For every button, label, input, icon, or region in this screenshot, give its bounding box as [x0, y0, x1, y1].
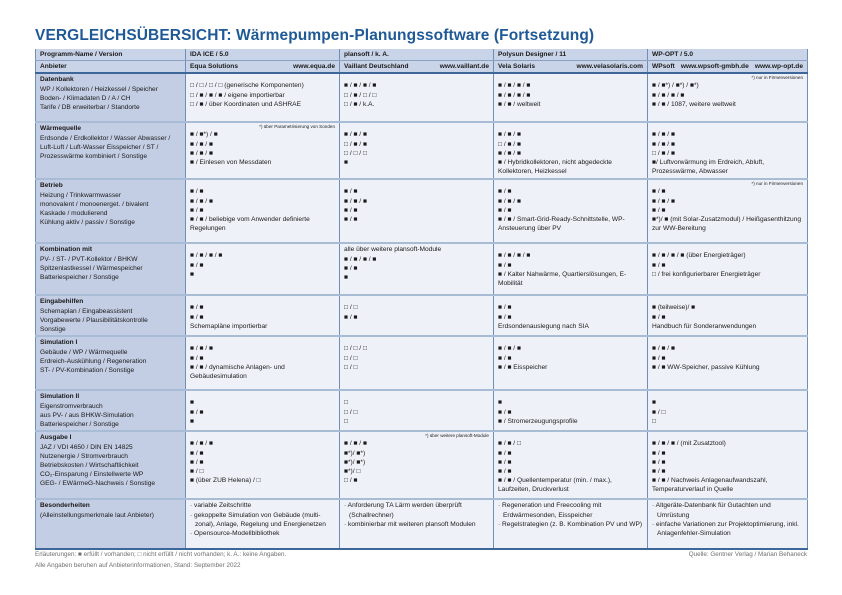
value-line: ■ / ■ [498, 206, 512, 214]
value-line: ■ / ■ / ■ / ■ [498, 82, 531, 90]
legend-note: Erläuterungen: ■ erfüllt / vorhanden; □ nicht erfüllt / nicht vorhanden; k. A.: keine Angaben. [35, 551, 287, 558]
criterion-label: Heizung / Trinkwarmwasser [40, 191, 121, 199]
feature-item: · variable Zeitschritte [190, 501, 335, 510]
value-line: ■ [652, 399, 656, 407]
value-line: ■ / ■ [190, 354, 204, 362]
value-line: ■ / □ [190, 468, 204, 476]
criterion-label: (Alleinstellungsmerkmale laut Anbieter) [40, 511, 154, 519]
value-line: ■ [344, 159, 348, 167]
value-line: ■ / ■ [498, 261, 512, 269]
value-line: □ / ■ / □ / □ [344, 91, 377, 99]
value-cell [186, 122, 340, 179]
value-line: □ [344, 399, 348, 407]
section-heading: Ausgabe I [40, 434, 72, 442]
value-line: ■ / ■ [344, 264, 358, 272]
section-row [36, 295, 808, 336]
value-line: □ / □ / □ [344, 149, 367, 157]
value-line: ■ / ■ [190, 188, 204, 196]
value-line: □ / □ [344, 354, 358, 362]
value-line: ■ [190, 399, 194, 407]
vendor-name: Vaillant Deutschland [344, 63, 409, 71]
program-name: plansoft / k. A. [340, 49, 494, 61]
value-line: Handbuch für Sonderanwendungen [652, 322, 757, 330]
section-row [36, 336, 808, 390]
criterion-label: Erdreich-Auskühlung / Regeneration [40, 357, 147, 365]
criterion-label: GEG- / EWärmeG-Nachweis / Sonstige [40, 480, 156, 488]
value-cell [186, 390, 340, 431]
value-line: ■ [190, 270, 194, 278]
value-line: ■ / ■ Eisspeicher [498, 363, 548, 371]
value-line: ■ / ■ / ■ [344, 197, 367, 205]
section-label-cell [36, 73, 186, 122]
value-line: ■ / ■ / ■ [652, 197, 675, 205]
criterion-label: aus PV- / aus BHKW-Simulation [40, 411, 134, 419]
value-line: ■ / ■*) / ■ [190, 131, 218, 139]
value-cell [648, 179, 808, 243]
section-label-cell [36, 243, 186, 295]
value-line: ■ / ■ / ■ [344, 440, 367, 448]
value-line: ■ / ■ [652, 313, 666, 321]
section-heading: Eingabehilfen [40, 298, 84, 306]
section-row [36, 73, 808, 122]
value-line: ■ / ■ / ■ / ■ [498, 252, 531, 260]
section-label-cell [36, 122, 186, 179]
criterion-label: Luft-Luft / Luft-Wasser Eisspeicher / ST / [40, 143, 159, 151]
criterion-label: Kaskade / modulierend [40, 210, 108, 218]
footnote: *) nur in Firmenversionen [751, 75, 803, 81]
value-cell [340, 336, 494, 390]
value-line: ■ / Stromerzeugungsprofile [498, 417, 578, 425]
vendor-url[interactable]: www.wpsoft-gmbh.de [680, 63, 749, 71]
criterion-label: Betriebskosten / Wirtschaftlichkeit [40, 462, 139, 470]
value-line: ■ / ■ / □ [498, 440, 521, 448]
value-line: ■ / ■ [652, 261, 666, 269]
value-line: ■ [190, 417, 194, 425]
value-line: ■ / □ [652, 408, 666, 416]
section-row [36, 179, 808, 243]
vendor-row [36, 61, 808, 74]
section-row [36, 431, 808, 499]
footnote: *) über Parametrisierung von Sonden [259, 124, 335, 130]
value-line: ■ / ■ [498, 449, 512, 457]
value-cell [340, 243, 494, 295]
value-line: □ / frei konfigurierbarer Energieträger [652, 270, 761, 278]
value-line: ■ / ■ [498, 468, 512, 476]
value-line: ■ / ■ / ■ [652, 131, 675, 139]
section-label-cell [36, 295, 186, 336]
value-line: ■ / ■ / Quellentemperatur (min. / max.), Laufzeiten, Druckverlust [498, 477, 612, 494]
section-label-cell [36, 499, 186, 549]
value-cell [494, 499, 648, 549]
section-heading: Datenbank [40, 76, 74, 84]
criterion-label: Erdsonde / Erdkollektor / Wasser Abwasser / [40, 134, 171, 142]
value-line: ■ / ■ [190, 313, 204, 321]
criterion-label: Gebäude / WP / Wärmequelle [40, 348, 128, 356]
value-line: □ [344, 417, 348, 425]
value-cell [494, 122, 648, 179]
criterion-label: ST- / PV-Kombination / Sonstige [40, 367, 135, 375]
section-heading: Simulation I [40, 339, 78, 347]
value-line: ■ / ■ [498, 354, 512, 362]
vendor-name: Vela Solaris [498, 63, 536, 71]
value-line: ■ / ■ [652, 354, 666, 362]
value-line: □ [652, 417, 656, 425]
vendor-url[interactable]: www.velasolaris.com [576, 63, 643, 71]
value-line: ■ / ■ / weltweit [498, 100, 541, 108]
value-line: ■ / ■ / ■ [190, 149, 213, 157]
value-cell [186, 336, 340, 390]
value-cell [648, 336, 808, 390]
value-cell [340, 499, 494, 549]
value-line: ■ / ■ [652, 458, 666, 466]
value-cell [494, 336, 648, 390]
value-line: ■ / ■ [498, 188, 512, 196]
vendor-cell [494, 61, 648, 74]
value-cell [648, 73, 808, 122]
value-line: ■ / ■ / dynamische Anlagen- und Gebäudesimulation [190, 363, 285, 381]
value-line: ■ (über ZUB Helena) / □ [190, 477, 261, 485]
value-line: □ / □ [344, 304, 358, 312]
section-heading: Betrieb [40, 182, 63, 190]
value-line: ■ / ■ / ■ [190, 140, 213, 148]
section-label-cell [36, 390, 186, 431]
value-line: ■ / Hybridkollektoren, nicht abgedeckte Kollektoren, Heizkessel [498, 159, 612, 176]
value-line: ■ / Einlesen von Messdaten [190, 159, 272, 167]
vendor-name: Equa Solutions [190, 63, 238, 71]
value-line: ■ / ■ [190, 458, 204, 466]
vendor-label: Anbieter [36, 61, 186, 74]
value-line [344, 322, 489, 331]
section-label-cell [36, 179, 186, 243]
value-cell [340, 431, 494, 499]
section-heading: Wärmequelle [40, 125, 82, 133]
section-label-cell [36, 336, 186, 390]
value-line: ■*)/ ■*) [344, 458, 366, 466]
value-cell [648, 390, 808, 431]
feature-item: · Opensource-Modellbibliothek [190, 529, 335, 538]
criterion-label: Boden- / Klimadaten D / A / CH [40, 94, 131, 102]
program-name: Polysun Designer / 11 [494, 49, 648, 61]
value-cell [648, 499, 808, 549]
value-line: ■ [498, 399, 502, 407]
value-cell [494, 295, 648, 336]
value-line: ■ / ■ / Smart-Grid-Ready-Schnittstelle, WP-Ansteuerung über PV [498, 216, 625, 233]
vendor-cell [186, 61, 340, 74]
value-line: ■*)/ □ [344, 468, 361, 476]
value-line: □ / □ [344, 408, 358, 416]
footnote: alle über weitere plansoft-Module [344, 246, 442, 254]
value-line: Schemapläne importierbar [190, 322, 268, 330]
criterion-label: JAZ / VDI 4650 / DIN EN 14825 [40, 443, 133, 451]
value-line: □ / ■ / ■ / ■ / eigene importierbar [190, 91, 285, 99]
feature-item: · kombinierbar mit weiteren plansoft Modulen [344, 520, 489, 529]
value-cell [494, 73, 648, 122]
value-line: □ / ■ / k.A. [344, 100, 375, 108]
value-line: ■ / ■ / ■ [652, 345, 675, 353]
value-cell [340, 295, 494, 336]
value-line: ■ [344, 274, 348, 282]
program-name: WP-OPT / 5.0 [648, 49, 808, 61]
vendor-url[interactable]: www.vaillant.de [439, 63, 489, 71]
criterion-label: WP / Kollektoren / Heizkessel / Speicher [40, 85, 158, 93]
value-cell [340, 73, 494, 122]
criterion-label: Kühlung aktiv / passiv / Sonstige [40, 219, 135, 227]
criterion-label: Vorgabewerte / Plausibilitätskontrolle [40, 316, 148, 324]
page-title: VERGLEICHSÜBERSICHT: Wärmepumpen-Planungssoftware (Fortsetzung) [35, 27, 595, 44]
value-cell [186, 73, 340, 122]
value-line: ■ / ■ / ■ / (mit Zusatztool) [652, 440, 726, 448]
value-line: ■ / ■ [190, 206, 204, 214]
vendor-cell [648, 61, 808, 74]
vendor-cell [340, 61, 494, 74]
value-line: ■ / ■ / ■ [344, 131, 367, 139]
value-line: ■ / ■ / ■ [190, 197, 213, 205]
comparison-table [35, 49, 808, 550]
value-cell [186, 431, 340, 499]
feature-item: · Altgeräte-Datenbank für Gutachten und Umrüstung [652, 501, 803, 519]
feature-item: · Regelstrategien (z. B. Kombination PV und WP) [498, 520, 643, 529]
value-line: ■ / ■ [190, 304, 204, 312]
value-line: ■ / Kalter Nahwärme, Quartierslösungen, E-Mobilität [498, 270, 627, 288]
value-line: ■ / ■ / ■ [498, 149, 521, 157]
criterion-label: Batteriespeicher / Sonstige [40, 421, 119, 429]
value-line: ■ / ■ / ■ / ■ [190, 252, 223, 260]
value-cell [186, 243, 340, 295]
value-cell [648, 295, 808, 336]
value-line: ■ / ■ / ■ / ■ [652, 91, 685, 99]
section-heading: Simulation II [40, 393, 80, 401]
value-line: ■ / ■ [652, 188, 666, 196]
value-line: ■ / ■ [498, 313, 512, 321]
value-line: □ / ■ / ■ [498, 140, 521, 148]
criterion-label: CO₂-Einsparung / Einstellwerte WP [40, 471, 144, 479]
value-line: □ / ■ / ■ [344, 140, 367, 148]
vendor-name: WPsoft [652, 63, 675, 71]
value-line: ■ / ■ [498, 304, 512, 312]
value-line: ■ / ■ / ■ / ■ [498, 91, 531, 99]
value-cell [340, 122, 494, 179]
value-line: ■ / ■ / ■ [498, 131, 521, 139]
value-line: ■ / ■ / ■ [498, 197, 521, 205]
value-line: ■ / ■ / ■ / ■ [344, 255, 377, 263]
vendor-url[interactable]: www.wp-opt.de [754, 63, 803, 71]
value-cell [186, 179, 340, 243]
value-line: ■ / ■ [652, 468, 666, 476]
value-cell [186, 499, 340, 549]
footnote: *) nur in Firmenversionen [751, 181, 803, 187]
criterion-label: Tarife / DB erweiterbar / Standorte [40, 104, 140, 112]
value-cell [494, 243, 648, 295]
value-line: ■/ Luftvorwärmung im Erdreich, Abluft, Prozesswärme, Abwasser [652, 159, 765, 176]
section-row [36, 122, 808, 179]
value-line: ■ / ■ [344, 216, 358, 224]
value-line: ■ / ■ / ■ [190, 345, 213, 353]
criterion-label: Batteriespeicher / Sonstige [40, 274, 119, 282]
value-line: □ / ■ [344, 477, 358, 485]
criterion-label: Spitzenlastkessel / Wärmespeicher [40, 264, 143, 272]
value-line: ■ / ■ [498, 458, 512, 466]
value-line: ■ / ■*) / ■*) / ■*) [652, 82, 699, 90]
section-label-cell [36, 431, 186, 499]
value-line: ■ / ■ / ■ [498, 345, 521, 353]
value-line: ■ / ■ [652, 206, 666, 214]
value-cell [648, 431, 808, 499]
source-note: Quelle: Gentner Verlag / Marian Behaneck [688, 551, 807, 558]
value-line: ■ / ■ / beliebige vom Anwender definierte Regelungen [190, 216, 310, 233]
value-line: □ / □ / □ [344, 345, 367, 353]
section-row [36, 243, 808, 295]
criterion-label: Nutzenergie / Stromverbrauch [40, 452, 128, 460]
value-line: ■ / ■ [498, 408, 512, 416]
value-line: ■ / ■ / 1087, weitere weltweit [652, 100, 736, 108]
value-line: □ / ■ / über Koordinaten und ASHRAE [190, 100, 301, 108]
criterion-label: Prozesswärme kombiniert / Sonstige [40, 153, 148, 161]
criterion-label: Schemaplan / Eingabeassistent [40, 307, 133, 315]
criterion-label: Sonstige [40, 326, 66, 334]
section-heading: Besonderheiten [40, 502, 90, 510]
value-cell [494, 179, 648, 243]
section-row [36, 499, 808, 549]
value-cell [186, 295, 340, 336]
program-label: Programm-Name / Version [36, 49, 186, 61]
value-line: ■ / ■ WW-Speicher, passive Kühlung [652, 363, 760, 371]
value-cell [648, 243, 808, 295]
criterion-label: Eigenstromverbrauch [40, 402, 103, 410]
value-line: ■ / ■ [344, 206, 358, 214]
value-cell [494, 431, 648, 499]
value-line: ■ / ■ / ■ [652, 140, 675, 148]
value-line: □ / ■ / ■ [652, 149, 675, 157]
value-line: ■ / ■ [190, 449, 204, 457]
feature-item: · einfache Variationen zur Projektoptimierung, inkl. Anlagenfehler-Simulation [652, 520, 803, 538]
value-line: ■ / ■ [344, 188, 358, 196]
program-row [36, 49, 808, 61]
section-row [36, 390, 808, 431]
value-line: □ / □ / □ / □ (generische Komponenten) [190, 82, 304, 90]
section-heading: Kombination mit [40, 246, 93, 254]
value-line: ■ / ■ [344, 313, 358, 321]
value-cell [340, 179, 494, 243]
value-line: ■ (teilweise)/ ■ [652, 304, 696, 312]
basis-note: Alle Angaben beruhen auf Anbieterinformationen, Stand: September 2022 [35, 562, 241, 569]
value-line: ■ / ■ [190, 408, 204, 416]
value-line: Erdsondenauslegung nach SIA [498, 322, 589, 330]
value-line: ■*)/ ■*) [344, 449, 366, 457]
value-line: ■ / ■ [190, 261, 204, 269]
feature-item: · Regeneration und Freecooling mit Erdwärmesonden, Eisspeicher [498, 501, 643, 519]
feature-item: · Anforderung TA Lärm werden überprüft (Schallrechner) [344, 501, 489, 519]
value-cell [648, 122, 808, 179]
value-line: ■ / ■ / ■ [190, 440, 213, 448]
value-line: ■ / ■ / Nachweis Anlagenaufwandszahl, Temperaturverlauf in Quelle [652, 477, 768, 494]
program-name: IDA ICE / 5.0 [186, 49, 340, 61]
criterion-label: monovalent / monoenerget. / bivalent [40, 200, 149, 208]
vendor-url[interactable]: www.equa.de [293, 63, 335, 71]
footnote: *) über weitere plansoft-Module [425, 433, 489, 439]
criterion-label: PV- / ST- / PVT-Kollektor / BHKW [40, 255, 138, 263]
value-line: ■ / ■ / ■ / ■ (über Energieträger) [652, 252, 746, 260]
value-line: ■ / ■ / ■ / ■ [344, 82, 377, 90]
value-cell [340, 390, 494, 431]
value-line: □ / □ [344, 363, 358, 371]
value-cell [494, 390, 648, 431]
value-line: ■*)/ ■ (mit Solar-Zusatzmodul) / Heißgasenthitzung zur WW-Bereitung [652, 216, 802, 233]
value-line: ■ / ■ [652, 449, 666, 457]
feature-item: · gekoppelte Simulation von Gebäude (multi-zonal), Anlage, Regelung und Energienetzen [190, 511, 335, 529]
